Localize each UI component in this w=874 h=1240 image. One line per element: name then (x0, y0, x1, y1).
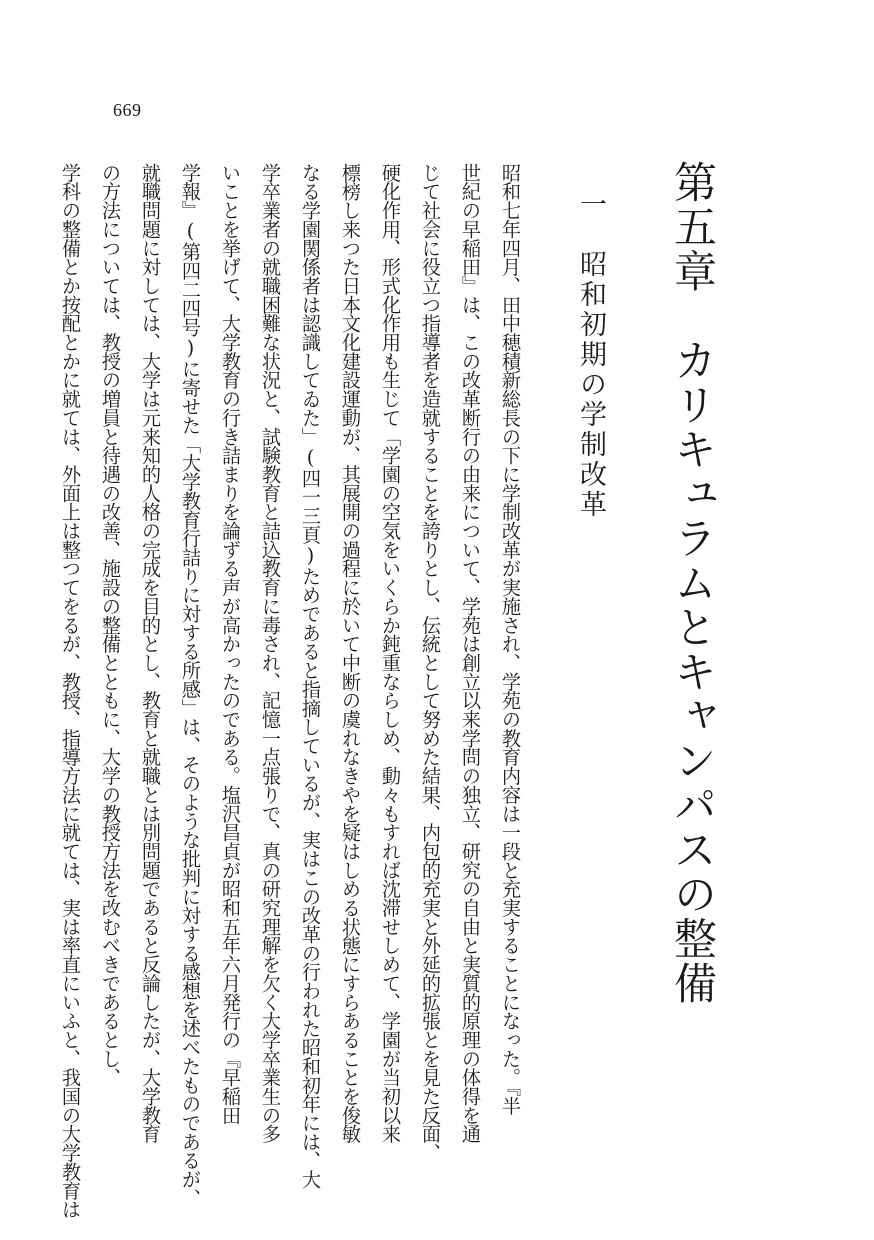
body-line: いことを挙げて、大学教育の行き詰まりを論ずる声が高かったのである。塩沢昌貞が昭和五年六月発行の『早稲田 (219, 163, 242, 1125)
body-line: の方法については、教授の増員と待遇の改善、施設の整備とともに、大学の教授方法を改むべきであるとし、 (99, 163, 122, 1087)
body-line: なる学園関係者は認識してゐた」(四一三頁)ためであると指摘しているが、実はこの改革の行われた昭和初年には、大 (299, 163, 322, 1189)
body-line: 標榜し来つた日本文化建設運動が、其展開の過程に於いて中断の虞れなきやを疑はしめる状態にすらあることを俊敏 (339, 163, 362, 1144)
section-title: 一 昭和初期の学制改革 (575, 190, 606, 520)
body-line: 学卒業者の就職困難な状況と、試験教育と詰込教育に毒され、記憶一点張りで、真の研究理解を欠く大学卒業生の多 (259, 163, 282, 1144)
body-line: 世紀の早稲田』は、この改革断行の由来について、学苑は創立以来学問の独立、研究の自由と実質的原理の体得を通 (459, 163, 482, 1144)
chapter-title: 第五章 カリキュラムとキャンパスの整備 (667, 160, 717, 1006)
body-text (59, 163, 530, 1219)
page-number: 669 (113, 100, 142, 120)
body-line: じて社会に役立つ指導者を造就することを誇りとし、伝統として努めた結果、内包的充実と外延的拡張とを見た反面、 (419, 163, 442, 1163)
body-line: 就職問題に対しては、大学は元来知的人格の完成を目的とし、教育と就職とは別問題であると反論したが、大学教育 (139, 163, 162, 1144)
body-line: 学科の整備とか按配とかに就ては、外面上は整つてをるが、教授、指導方法に就ては、実は率直にいふと、我国の大学教育は (59, 163, 82, 1219)
body-line: 昭和七年四月、田中穂積新総長の下に学制改革が実施され、学苑の教育内容は一段と充実することになった。『半 (499, 163, 522, 1115)
body-line: 学報』(第四二四号)に寄せた「大学教育行詰りに対する所感」は、そのような批判に対する感想を述べたものであるが、 (179, 163, 202, 1208)
body-line: 硬化作用、形式化作用も生じて「学園の空気をいくらか鈍重ならしめ、動々もすれば沈滞せしめて、学園が当初以来 (379, 163, 402, 1144)
